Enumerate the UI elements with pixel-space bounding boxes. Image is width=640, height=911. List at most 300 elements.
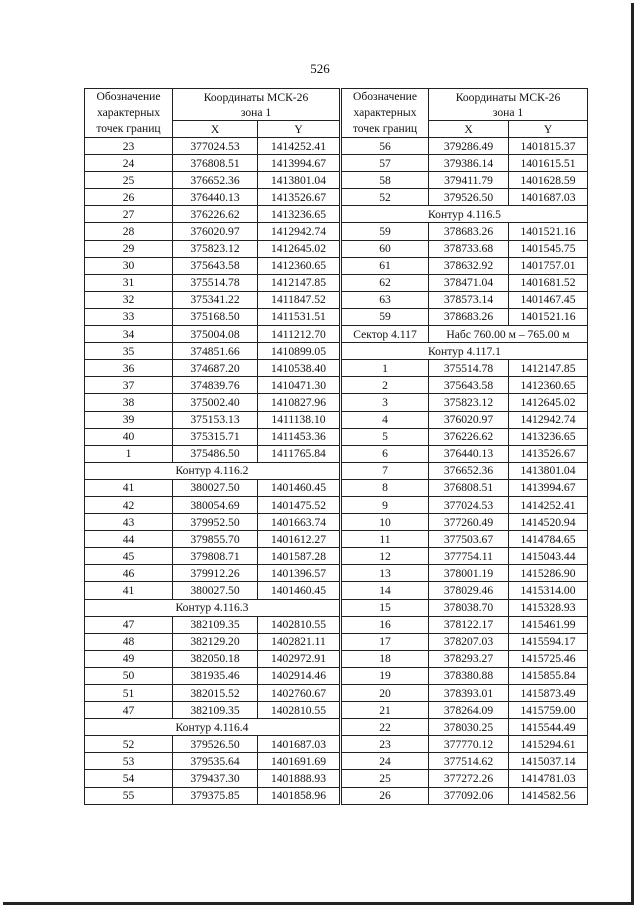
coord-y: 1410471.30 [258, 377, 340, 394]
table-row [85, 496, 340, 513]
point-number: 52 [342, 189, 429, 206]
table-row [85, 479, 340, 496]
table-row [85, 411, 340, 428]
table-row [342, 787, 588, 804]
coord-x: 376652.36 [429, 462, 509, 479]
table-row [85, 291, 340, 308]
coord-y: 1411212.70 [258, 326, 340, 343]
coord-x: 382050.18 [173, 650, 258, 667]
coord-x: 379286.49 [429, 138, 509, 155]
table-row [342, 274, 588, 291]
coord-x: 377754.11 [429, 548, 509, 565]
coord-y: 1401475.52 [258, 496, 340, 513]
coord-x: 374839.76 [173, 377, 258, 394]
point-number: 34 [85, 326, 173, 343]
point-number: 36 [85, 360, 173, 377]
coord-x: 375341.22 [173, 291, 258, 308]
point-number: 27 [85, 206, 173, 223]
table-row [85, 702, 340, 719]
coord-x: 378380.88 [429, 667, 509, 684]
coordinates-table-left [84, 88, 340, 805]
table-row [342, 462, 588, 479]
coord-x: 376226.62 [173, 206, 258, 223]
table-row [85, 394, 340, 411]
coord-x: 377770.12 [429, 736, 509, 753]
point-number: 14 [342, 582, 429, 599]
point-number: 23 [342, 736, 429, 753]
point-number: 13 [342, 565, 429, 582]
coord-x: 377260.49 [429, 514, 509, 531]
table-row [85, 155, 340, 172]
table-row [85, 770, 340, 787]
coord-y: 1402821.11 [258, 633, 340, 650]
coord-y: 1401858.96 [258, 787, 340, 804]
point-number: 61 [342, 257, 429, 274]
coord-y: 1412360.65 [509, 377, 588, 394]
table-row [85, 787, 340, 804]
point-number: 9 [342, 496, 429, 513]
point-number: 17 [342, 633, 429, 650]
table-row [342, 360, 588, 377]
coord-y: 1411531.51 [258, 308, 340, 325]
point-number: 1 [85, 445, 173, 462]
coord-y: 1413994.67 [258, 155, 340, 172]
coord-y: 1413801.04 [258, 172, 340, 189]
point-number: 53 [85, 753, 173, 770]
coord-x: 375168.50 [173, 308, 258, 325]
coord-x: 378207.03 [429, 633, 509, 650]
table-row [85, 206, 340, 223]
point-number: 26 [85, 189, 173, 206]
table-row [342, 685, 588, 702]
coord-y: 1401663.74 [258, 514, 340, 531]
coord-y: 1402760.67 [258, 685, 340, 702]
point-number: 18 [342, 650, 429, 667]
coord-x: 380027.50 [173, 479, 258, 496]
coord-y: 1401396.57 [258, 565, 340, 582]
coord-y: 1413236.65 [258, 206, 340, 223]
coord-x: 375823.12 [429, 394, 509, 411]
sector-row [342, 326, 588, 343]
coord-y: 1412942.74 [509, 411, 588, 428]
point-number: 16 [342, 616, 429, 633]
page-number: 526 [310, 61, 330, 76]
coord-y: 1402972.91 [258, 650, 340, 667]
contour-header-row [85, 719, 340, 736]
point-number: 54 [85, 770, 173, 787]
coord-y: 1401691.69 [258, 753, 340, 770]
table-row [85, 308, 340, 325]
table-row [85, 531, 340, 548]
coord-y: 1415855.84 [509, 667, 588, 684]
contour-label: Контур 4.116.3 [85, 599, 340, 616]
point-number: 58 [342, 172, 429, 189]
coord-x: 378471.04 [429, 274, 509, 291]
point-number: 37 [85, 377, 173, 394]
coord-y: 1401521.16 [509, 308, 588, 325]
coord-x: 379855.70 [173, 531, 258, 548]
table-body-right [342, 138, 588, 805]
coord-y: 1415037.14 [509, 753, 588, 770]
table-row [342, 308, 588, 325]
coord-y: 1412147.85 [258, 274, 340, 291]
table-row [342, 548, 588, 565]
coord-x: 375643.58 [429, 377, 509, 394]
coord-y: 1401628.59 [509, 172, 588, 189]
contour-label: Контур 4.116.2 [85, 462, 340, 479]
coord-x: 375514.78 [429, 360, 509, 377]
point-number: 38 [85, 394, 173, 411]
coord-y: 1415043.44 [509, 548, 588, 565]
coord-x: 378264.09 [429, 702, 509, 719]
coord-x: 379375.85 [173, 787, 258, 804]
coord-y: 1401460.45 [258, 582, 340, 599]
coord-y: 1415544.49 [509, 719, 588, 736]
point-number: 39 [85, 411, 173, 428]
point-number: 26 [342, 787, 429, 804]
point-number: 41 [85, 582, 173, 599]
point-number: 10 [342, 514, 429, 531]
coord-y: 1413526.67 [258, 189, 340, 206]
table-row [342, 155, 588, 172]
coord-y: 1402810.55 [258, 616, 340, 633]
coord-y: 1415594.17 [509, 633, 588, 650]
point-number: 59 [342, 223, 429, 240]
coord-y: 1415759.00 [509, 702, 588, 719]
point-number: 40 [85, 428, 173, 445]
table-row [85, 514, 340, 531]
coord-x: 376440.13 [173, 189, 258, 206]
point-number: 44 [85, 531, 173, 548]
coord-x: 377024.53 [173, 138, 258, 155]
point-number: 41 [85, 479, 173, 496]
point-label-header: Обозначение характерных точек границ [85, 89, 173, 138]
point-number: 21 [342, 702, 429, 719]
table-row [85, 633, 340, 650]
point-number: 7 [342, 462, 429, 479]
contour-header-row [85, 462, 340, 479]
coord-y: 1413526.67 [509, 445, 588, 462]
y-column-header: Y [509, 121, 588, 138]
coord-x: 377024.53 [429, 496, 509, 513]
table-row [342, 138, 588, 155]
table-row [342, 479, 588, 496]
table-row [342, 633, 588, 650]
point-number: 8 [342, 479, 429, 496]
point-number: 48 [85, 633, 173, 650]
coord-x: 377272.26 [429, 770, 509, 787]
table-row [342, 411, 588, 428]
table-row [85, 445, 340, 462]
coord-y: 1401467.45 [509, 291, 588, 308]
coord-y: 1401757.01 [509, 257, 588, 274]
coord-y: 1415314.00 [509, 582, 588, 599]
coord-y: 1401587.28 [258, 548, 340, 565]
coord-x: 378632.92 [429, 257, 509, 274]
table-row [85, 138, 340, 155]
table-row [342, 257, 588, 274]
table-row [342, 616, 588, 633]
table-row [342, 428, 588, 445]
table-row [342, 496, 588, 513]
point-number: 47 [85, 616, 173, 633]
point-label-header: Обозначение характерных точек границ [342, 89, 429, 138]
point-number: 2 [342, 377, 429, 394]
coord-x: 378001.19 [429, 565, 509, 582]
coord-x: 377514.62 [429, 753, 509, 770]
table-row [85, 548, 340, 565]
contour-label: Контур 4.116.5 [342, 206, 588, 223]
coord-x: 378038.70 [429, 599, 509, 616]
coord-x: 382015.52 [173, 685, 258, 702]
coord-y: 1415294.61 [509, 736, 588, 753]
point-number: 33 [85, 308, 173, 325]
table-row [85, 360, 340, 377]
coord-x: 382109.35 [173, 702, 258, 719]
point-number: 25 [85, 172, 173, 189]
table-row [85, 753, 340, 770]
table-body-left [85, 138, 340, 805]
contour-header-row [342, 206, 588, 223]
table-row [85, 667, 340, 684]
coord-y: 1411847.52 [258, 291, 340, 308]
x-column-header: X [173, 121, 258, 138]
coord-y: 1401681.52 [509, 274, 588, 291]
coord-y: 1411138.10 [258, 411, 340, 428]
table-row [85, 377, 340, 394]
coord-x: 379952.50 [173, 514, 258, 531]
coord-x: 379912.26 [173, 565, 258, 582]
coord-x: 379526.50 [429, 189, 509, 206]
coord-x: 376226.62 [429, 428, 509, 445]
contour-label: Контур 4.117.1 [342, 343, 588, 360]
coord-x: 379386.14 [429, 155, 509, 172]
coord-y: 1414252.41 [258, 138, 340, 155]
coord-x: 375004.08 [173, 326, 258, 343]
coord-x: 378122.17 [429, 616, 509, 633]
coord-y: 1412360.65 [258, 257, 340, 274]
coord-y: 1412942.74 [258, 223, 340, 240]
coord-y: 1415286.90 [509, 565, 588, 582]
table-row [342, 667, 588, 684]
coord-x: 379808.71 [173, 548, 258, 565]
coord-x: 374851.66 [173, 343, 258, 360]
table-row [342, 719, 588, 736]
coord-x: 375486.50 [173, 445, 258, 462]
table-row [85, 582, 340, 599]
point-number: 6 [342, 445, 429, 462]
point-number: 19 [342, 667, 429, 684]
point-number: 62 [342, 274, 429, 291]
point-number: 32 [85, 291, 173, 308]
coord-y: 1410538.40 [258, 360, 340, 377]
coord-y: 1401460.45 [258, 479, 340, 496]
coord-x: 376808.51 [173, 155, 258, 172]
coord-y: 1413801.04 [509, 462, 588, 479]
coord-x: 380054.69 [173, 496, 258, 513]
coord-x: 378030.25 [429, 719, 509, 736]
point-number: 55 [85, 787, 173, 804]
coord-y: 1402914.46 [258, 667, 340, 684]
coord-y: 1415461.99 [509, 616, 588, 633]
table-row [85, 223, 340, 240]
point-number: 49 [85, 650, 173, 667]
coord-x: 381935.46 [173, 667, 258, 684]
table-row [342, 377, 588, 394]
table-row [85, 428, 340, 445]
coord-y: 1414252.41 [509, 496, 588, 513]
coord-y: 1401521.16 [509, 223, 588, 240]
point-number: 12 [342, 548, 429, 565]
table-row [342, 770, 588, 787]
point-number: 11 [342, 531, 429, 548]
point-number: 30 [85, 257, 173, 274]
coord-x: 378029.46 [429, 582, 509, 599]
coord-y: 1411765.84 [258, 445, 340, 462]
point-number: 45 [85, 548, 173, 565]
table-row [85, 616, 340, 633]
coord-x: 376020.97 [429, 411, 509, 428]
x-column-header: X [429, 121, 509, 138]
coord-y: 1415725.46 [509, 650, 588, 667]
table-row [342, 565, 588, 582]
table-row [85, 326, 340, 343]
coord-x: 374687.20 [173, 360, 258, 377]
contour-label: Контур 4.116.4 [85, 719, 340, 736]
point-number: 28 [85, 223, 173, 240]
coord-x: 375153.13 [173, 411, 258, 428]
table-row [342, 172, 588, 189]
coord-x: 377503.67 [429, 531, 509, 548]
table-row [342, 445, 588, 462]
table-row [85, 257, 340, 274]
point-number: 59 [342, 308, 429, 325]
point-number: 60 [342, 240, 429, 257]
coord-x: 375514.78 [173, 274, 258, 291]
coord-y: 1412645.02 [509, 394, 588, 411]
point-number: 25 [342, 770, 429, 787]
coord-y: 1414582.56 [509, 787, 588, 804]
point-number: 47 [85, 702, 173, 719]
table-row [342, 189, 588, 206]
point-number: 35 [85, 343, 173, 360]
table-row [85, 274, 340, 291]
point-number: 3 [342, 394, 429, 411]
coord-y: 1401612.27 [258, 531, 340, 548]
coord-y: 1415873.49 [509, 685, 588, 702]
table-row [342, 736, 588, 753]
coord-x: 378683.26 [429, 308, 509, 325]
coord-x: 378683.26 [429, 223, 509, 240]
table-row [342, 753, 588, 770]
coord-x: 380027.50 [173, 582, 258, 599]
coord-y: 1412147.85 [509, 360, 588, 377]
point-number: 57 [342, 155, 429, 172]
coord-x: 375002.40 [173, 394, 258, 411]
coord-y: 1401815.37 [509, 138, 588, 155]
point-number: 46 [85, 565, 173, 582]
coord-x: 376020.97 [173, 223, 258, 240]
point-number: 63 [342, 291, 429, 308]
coord-y: 1401687.03 [509, 189, 588, 206]
point-number: 52 [85, 736, 173, 753]
coord-x: 379535.64 [173, 753, 258, 770]
table-row [85, 685, 340, 702]
table-row [342, 394, 588, 411]
coord-y: 1413236.65 [509, 428, 588, 445]
coord-y: 1413994.67 [509, 479, 588, 496]
point-number: 4 [342, 411, 429, 428]
table-row [342, 599, 588, 616]
coords-group-header: Координаты МСК-26 зона 1 [173, 89, 340, 121]
table-row [85, 343, 340, 360]
point-number: 29 [85, 240, 173, 257]
sector-label: Сектор 4.117 [342, 326, 429, 343]
coord-x: 378733.68 [429, 240, 509, 257]
sector-elevation-note: Набс 760.00 м – 765.00 м [429, 326, 588, 343]
point-number: 31 [85, 274, 173, 291]
table-row [342, 240, 588, 257]
coord-x: 378573.14 [429, 291, 509, 308]
coord-y: 1415328.93 [509, 599, 588, 616]
table-row [85, 240, 340, 257]
coord-x: 382109.35 [173, 616, 258, 633]
coord-x: 379437.30 [173, 770, 258, 787]
point-number: 24 [85, 155, 173, 172]
coord-y: 1401545.75 [509, 240, 588, 257]
coord-x: 375315.71 [173, 428, 258, 445]
coord-x: 375823.12 [173, 240, 258, 257]
point-number: 5 [342, 428, 429, 445]
table-row [85, 565, 340, 582]
table-row [342, 291, 588, 308]
table-row [342, 531, 588, 548]
coord-x: 376440.13 [429, 445, 509, 462]
coord-x: 378293.27 [429, 650, 509, 667]
coord-y: 1410827.96 [258, 394, 340, 411]
coord-y: 1410899.05 [258, 343, 340, 360]
coord-x: 377092.06 [429, 787, 509, 804]
coord-y: 1414784.65 [509, 531, 588, 548]
coord-x: 379411.79 [429, 172, 509, 189]
coord-y: 1414520.94 [509, 514, 588, 531]
point-number: 56 [342, 138, 429, 155]
table-row [85, 172, 340, 189]
coord-y: 1401888.93 [258, 770, 340, 787]
point-number: 20 [342, 685, 429, 702]
table-row [342, 582, 588, 599]
coord-x: 379526.50 [173, 736, 258, 753]
coord-y: 1412645.02 [258, 240, 340, 257]
coord-y: 1414781.03 [509, 770, 588, 787]
coord-y: 1401687.03 [258, 736, 340, 753]
coord-x: 375643.58 [173, 257, 258, 274]
point-number: 24 [342, 753, 429, 770]
point-number: 1 [342, 360, 429, 377]
table-row [342, 223, 588, 240]
table-row [85, 650, 340, 667]
coord-y: 1402810.55 [258, 702, 340, 719]
coord-y: 1401615.51 [509, 155, 588, 172]
coord-x: 376652.36 [173, 172, 258, 189]
point-number: 15 [342, 599, 429, 616]
point-number: 50 [85, 667, 173, 684]
point-number: 43 [85, 514, 173, 531]
y-column-header: Y [258, 121, 340, 138]
point-number: 22 [342, 719, 429, 736]
table-row [85, 189, 340, 206]
contour-header-row [342, 343, 588, 360]
